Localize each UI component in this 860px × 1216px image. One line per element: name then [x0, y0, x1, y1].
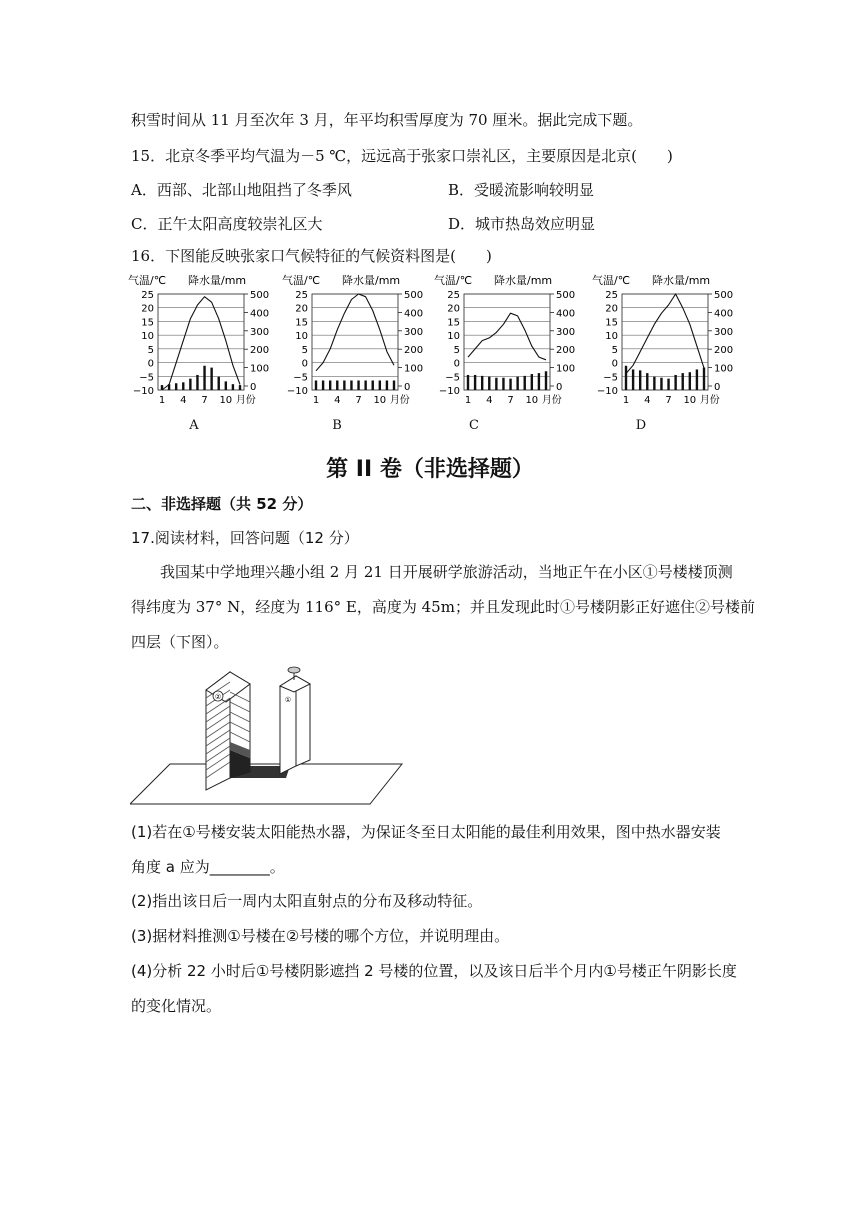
temperature-curve — [162, 297, 240, 390]
x-tick-label: 7 — [355, 395, 362, 406]
building-2 — [206, 672, 250, 790]
y-right-tick-label: 100 — [404, 363, 424, 375]
precipitation-bar — [315, 380, 317, 390]
x-axis-unit: 月份 — [699, 395, 720, 406]
q17-sub4-line-1: (4)分析 22 小时后①号楼阴影遮挡 2 号楼的位置，以及该日后半个月内①号楼正午阴影长度 — [131, 962, 737, 980]
y-left-tick-label: 0 — [301, 358, 308, 370]
y-left-tick-label: −10 — [286, 386, 308, 397]
precipitation-bar — [516, 377, 518, 390]
y-left-tick-label: −5 — [603, 372, 618, 384]
y-right-tick-label: 400 — [556, 308, 576, 320]
x-tick-label: 4 — [486, 395, 493, 406]
y-left-tick-label: 15 — [295, 317, 308, 329]
y-right-tick-label: 100 — [250, 363, 270, 375]
y-left-tick-label: 5 — [611, 344, 618, 356]
y-right-tick-label: 500 — [250, 290, 270, 301]
temperature-curve — [626, 294, 704, 374]
precipitation-bar — [524, 376, 526, 390]
y-left-tick-label: 0 — [453, 358, 460, 370]
y-right-tick-label: 400 — [250, 308, 270, 320]
axis-label-precipitation: 降水量/mm — [342, 274, 401, 287]
y-left-tick-label: 15 — [141, 317, 154, 329]
x-axis-unit: 月份 — [389, 395, 410, 406]
section-2-title: 第 II 卷（非选择题） — [326, 457, 534, 482]
x-tick-label: 7 — [201, 395, 208, 406]
y-left-tick-label: 25 — [447, 290, 460, 301]
y-left-tick-label: −5 — [293, 372, 308, 384]
y-right-tick-label: 300 — [250, 326, 270, 338]
precipitation-bar — [336, 380, 338, 390]
precipitation-bar — [689, 372, 691, 390]
precipitation-bar — [203, 366, 205, 390]
y-left-tick-label: 25 — [295, 290, 308, 301]
x-tick-label: 4 — [180, 395, 187, 406]
x-tick-label: 10 — [373, 395, 387, 406]
y-right-tick-label: 200 — [250, 345, 270, 357]
y-left-tick-label: 20 — [141, 303, 154, 315]
precipitation-bar — [379, 380, 381, 390]
precipitation-bar — [467, 375, 469, 390]
y-right-tick-label: 100 — [714, 363, 734, 375]
precipitation-bar — [225, 381, 227, 390]
q15-option-c: C．正午太阳高度较崇礼区大 — [131, 215, 323, 233]
precipitation-bar — [667, 379, 669, 390]
axis-label-precipitation: 降水量/mm — [188, 274, 247, 287]
y-left-tick-label: 20 — [605, 303, 618, 315]
precipitation-bar — [343, 380, 345, 390]
x-axis-unit: 月份 — [541, 395, 562, 406]
q15-option-a: A．西部、北部山地阻挡了冬季风 — [131, 181, 352, 199]
y-left-tick-label: 20 — [447, 303, 460, 315]
y-left-tick-label: 5 — [301, 344, 308, 356]
y-left-tick-label: 10 — [447, 331, 460, 343]
precipitation-bar — [639, 370, 641, 390]
solar-heater-icon — [288, 667, 300, 673]
precipitation-bar — [232, 384, 234, 390]
y-right-tick-label: 500 — [404, 290, 424, 301]
axis-label-precipitation: 降水量/mm — [494, 274, 553, 287]
precipitation-bar — [357, 380, 359, 390]
y-right-tick-label: 300 — [404, 326, 424, 338]
precipitation-bar — [322, 380, 324, 390]
x-tick-label: 1 — [622, 395, 630, 406]
climate-chart-d — [592, 272, 792, 412]
y-left-tick-label: 10 — [141, 331, 154, 343]
y-left-tick-label: −5 — [139, 372, 154, 384]
y-right-tick-label: 400 — [404, 308, 424, 320]
temperature-curve — [468, 313, 546, 360]
y-left-tick-label: 25 — [605, 290, 618, 301]
y-left-tick-label: −5 — [445, 372, 460, 384]
y-right-tick-label: 0 — [250, 382, 257, 393]
precipitation-bar — [531, 374, 533, 390]
x-tick-label: 1 — [464, 395, 472, 406]
precipitation-bar — [502, 378, 504, 390]
q15-option-d: D．城市热岛效应明显 — [448, 215, 596, 233]
precipitation-bar — [632, 369, 634, 390]
q17-material-line-3: 四层（下图）。 — [131, 633, 229, 651]
q17-material-line-1: 我国某中学地理兴趣小组 2 月 21 日开展研学旅游活动，当地正午在小区①号楼楼顶测 — [160, 563, 733, 581]
q15-option-b: B．受暖流影响较明显 — [448, 181, 595, 199]
y-left-tick-label: −10 — [438, 386, 460, 397]
precipitation-bar — [495, 378, 497, 390]
q17-sub1-line-2: 角度 a 应为________。 — [131, 858, 285, 876]
building-2-label: ② — [214, 693, 222, 701]
precipitation-bar — [364, 380, 366, 390]
x-tick-label: 4 — [334, 395, 341, 406]
axis-label-temperature: 气温/℃ — [282, 274, 321, 287]
axis-label-temperature: 气温/℃ — [128, 274, 167, 287]
y-left-tick-label: 0 — [147, 358, 154, 370]
x-tick-label: 1 — [158, 395, 166, 406]
intro-line: 积雪时间从 11 月至次年 3 月，年平均积雪厚度为 70 厘米。据此完成下题。 — [131, 111, 643, 129]
precipitation-bar — [210, 368, 212, 390]
x-tick-label: 10 — [525, 395, 539, 406]
y-left-tick-label: 5 — [453, 344, 460, 356]
precipitation-bar — [481, 376, 483, 390]
precipitation-bar — [674, 375, 676, 390]
precipitation-bar — [393, 380, 395, 390]
q17-sub1-line-1: (1)若在①号楼安装太阳能热水器，为保证冬至日太阳能的最佳利用效果，图中热水器安装 — [131, 823, 721, 841]
plot-frame — [464, 294, 550, 390]
precipitation-bar — [660, 378, 662, 390]
precipitation-bar — [653, 377, 655, 390]
y-right-tick-label: 300 — [714, 326, 734, 338]
precipitation-bar — [182, 382, 184, 390]
precipitation-bar — [372, 380, 374, 390]
y-left-tick-label: 20 — [295, 303, 308, 315]
precipitation-bar — [329, 380, 331, 390]
building-1-label: ① — [284, 696, 292, 704]
x-tick-label: 7 — [507, 395, 514, 406]
plot-frame — [312, 294, 398, 390]
precipitation-bar — [239, 385, 241, 390]
y-left-tick-label: 15 — [447, 317, 460, 329]
q17-stem: 17.阅读材料，回答问题（12 分） — [131, 529, 359, 547]
precipitation-bar — [488, 377, 490, 390]
y-left-tick-label: 10 — [295, 331, 308, 343]
q17-sub3: (3)据材料推测①号楼在②号楼的哪个方位，并说明理由。 — [131, 927, 510, 945]
x-tick-label: 4 — [644, 395, 651, 406]
precipitation-bar — [196, 375, 198, 390]
precipitation-bar — [682, 373, 684, 390]
y-left-tick-label: 0 — [611, 358, 618, 370]
climate-chart-svg — [592, 272, 792, 412]
axis-label-temperature: 气温/℃ — [592, 274, 631, 287]
building-shadow-diagram — [130, 662, 410, 808]
q17-material-line-2: 得纬度为 37° N，经度为 116° E，高度为 45m；并且发现此时①号楼阴影正好遮住②号楼前 — [131, 598, 755, 616]
y-right-tick-label: 300 — [556, 326, 576, 338]
q16-stem: 16．下图能反映张家口气候特征的气候资料图是( ) — [131, 247, 492, 265]
chart-label-d: D — [635, 418, 647, 433]
axis-label-temperature: 气温/℃ — [434, 274, 473, 287]
y-right-tick-label: 200 — [714, 345, 734, 357]
y-right-tick-label: 500 — [714, 290, 734, 301]
axis-label-precipitation: 降水量/mm — [652, 274, 711, 287]
y-left-tick-label: −10 — [596, 386, 618, 397]
chart-label-c: C — [469, 418, 479, 433]
precipitation-bar — [189, 379, 191, 390]
y-left-tick-label: 15 — [605, 317, 618, 329]
precipitation-bar — [545, 371, 547, 390]
q15-stem: 15．北京冬季平均气温为－5 ℃，远远高于张家口崇礼区，主要原因是北京( ) — [131, 147, 673, 165]
y-right-tick-label: 100 — [556, 363, 576, 375]
temperature-curve — [316, 294, 394, 371]
y-right-tick-label: 0 — [556, 382, 563, 393]
chart-label-a: A — [189, 418, 199, 433]
x-tick-label: 10 — [683, 395, 697, 406]
y-left-tick-label: 5 — [147, 344, 154, 356]
y-right-tick-label: 500 — [556, 290, 576, 301]
y-right-tick-label: 200 — [404, 345, 424, 357]
chart-label-b: B — [332, 418, 342, 433]
y-right-tick-label: 200 — [556, 345, 576, 357]
x-tick-label: 7 — [665, 395, 672, 406]
q17-sub2: (2)指出该日后一周内太阳直射点的分布及移动特征。 — [131, 892, 483, 910]
y-right-tick-label: 0 — [404, 382, 411, 393]
y-right-tick-label: 400 — [714, 308, 734, 320]
precipitation-bar — [509, 379, 511, 390]
precipitation-bar — [696, 369, 698, 390]
precipitation-bar — [386, 380, 388, 390]
y-left-tick-label: 25 — [141, 290, 154, 301]
part-2-heading: 二、非选择题（共 52 分） — [131, 495, 313, 513]
precipitation-bar — [350, 380, 352, 390]
y-left-tick-label: 10 — [605, 331, 618, 343]
plot-frame — [158, 294, 244, 390]
precipitation-bar — [646, 373, 648, 390]
q17-sub4-line-2: 的变化情况。 — [131, 997, 222, 1015]
precipitation-bar — [175, 383, 177, 390]
building-1 — [280, 667, 310, 774]
x-axis-unit: 月份 — [235, 395, 256, 406]
precipitation-bar — [474, 375, 476, 390]
precipitation-bar — [538, 373, 540, 390]
y-right-tick-label: 0 — [714, 382, 721, 393]
x-tick-label: 10 — [219, 395, 233, 406]
precipitation-bar — [218, 377, 220, 390]
x-tick-label: 1 — [312, 395, 320, 406]
precipitation-bar — [703, 368, 705, 390]
y-left-tick-label: −10 — [132, 386, 154, 397]
precipitation-bar — [625, 366, 627, 390]
